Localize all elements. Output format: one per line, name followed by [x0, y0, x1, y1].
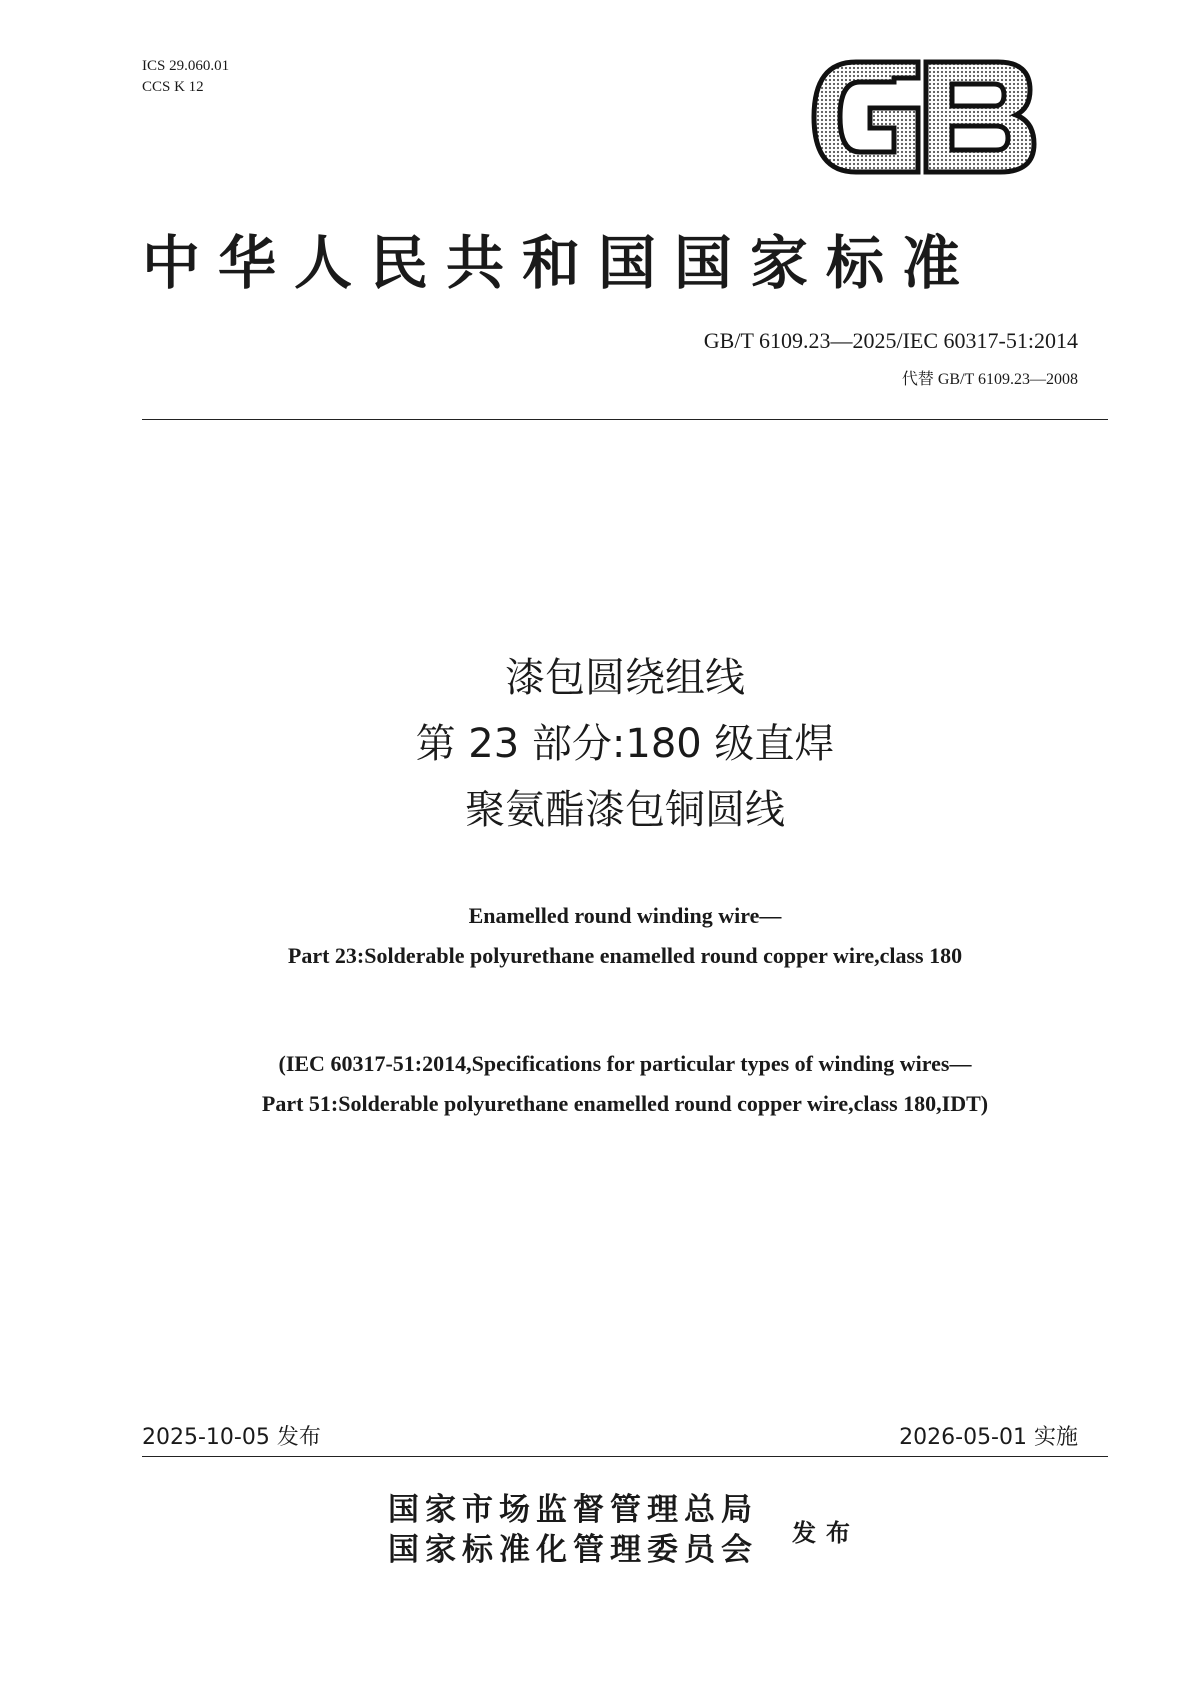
adoption-line-1: (IEC 60317-51:2014,Specifications for particular types of winding wires—: [278, 1051, 972, 1076]
adoption-line-2: Part 51:Solderable polyurethane enamelled round copper wire,class 180,IDT): [261, 1091, 989, 1116]
english-title-line-2: Part 23:Solderable polyurethane enamelled round copper wire,class 180: [287, 943, 963, 968]
gb-logo-icon: [808, 58, 1038, 176]
chinese-title-line-1: 漆包圆绕组线: [505, 655, 745, 701]
english-title: [142, 896, 1108, 976]
issue-date: 2025-10-05 发布: [142, 1425, 321, 1450]
top-divider: [142, 419, 1108, 420]
chinese-title-line-2: 第 23 部分:180 级直焊: [415, 721, 835, 767]
ccs-code: CCS K 12: [142, 79, 204, 95]
replaces-standard: 代替 GB/T 6109.23—2008: [901, 371, 1078, 388]
english-title-line-1: Enamelled round winding wire—: [468, 903, 782, 928]
ics-code: ICS 29.060.01: [142, 58, 230, 74]
national-standard-title: 中华人民共和国国家标准: [142, 229, 979, 297]
classification-codes: [142, 56, 229, 98]
gb-logo: [808, 58, 1038, 176]
adoption-statement: [142, 1044, 1108, 1124]
chinese-title: [142, 645, 1108, 843]
chinese-title-line-3: 聚氨酯漆包铜圆线: [465, 787, 785, 833]
issuer-sac: 国家标准化管理委员会: [388, 1532, 758, 1568]
bottom-divider: [142, 1456, 1108, 1457]
standard-number: GB/T 6109.23—2025/IEC 60317-51:2014: [703, 328, 1078, 353]
issue-label: 发布: [792, 1518, 860, 1547]
implementation-date: 2026-05-01 实施: [899, 1425, 1078, 1450]
issuer-samr: 国家市场监督管理总局: [388, 1492, 758, 1528]
issuing-organizations: [388, 1490, 758, 1570]
